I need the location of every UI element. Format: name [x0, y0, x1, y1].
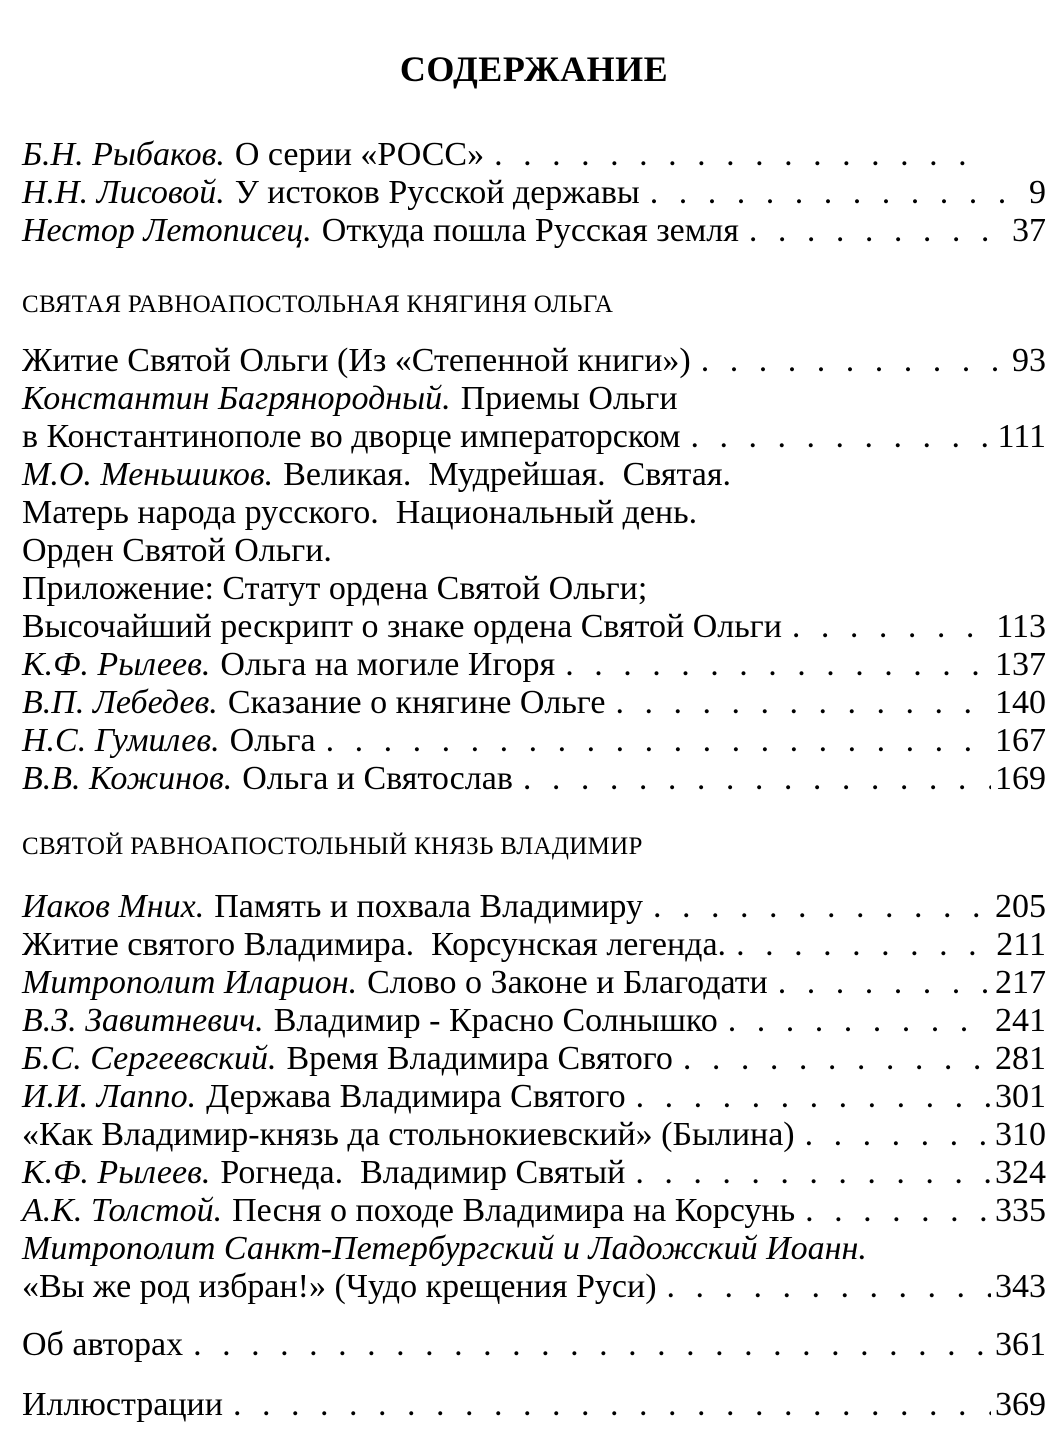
- dot-leader: [805, 1192, 991, 1230]
- entry-title: Песня о походе Владимира на Корсунь: [232, 1192, 796, 1229]
- entry-author: Б.Н. Рыбаков.: [22, 136, 225, 173]
- toc-entry: [22, 1078, 1046, 1116]
- dot-leader: [728, 1002, 991, 1040]
- toc-entry: [22, 1116, 1046, 1154]
- toc-entry: [22, 1040, 1046, 1078]
- toc-entry: [22, 926, 1046, 964]
- entry-title: Высочайший рескрипт о знаке ордена Святой Ольги: [22, 608, 782, 645]
- entry-title: Слово о Законе и Благодати: [367, 964, 768, 1001]
- dot-leader: [792, 608, 992, 646]
- toc-entry: [22, 1192, 1046, 1230]
- toc-entry: [22, 1230, 1046, 1268]
- entry-page: 369: [995, 1386, 1046, 1423]
- entry-author: Иаков Мних.: [22, 888, 205, 925]
- dot-leader: [494, 136, 986, 174]
- toc-entry: [22, 212, 1046, 250]
- entry-author: Константин Багрянородный.: [22, 380, 451, 417]
- toc-entry: [22, 964, 1046, 1002]
- entry-page: 37: [1012, 212, 1046, 249]
- entry-title: «Вы же род избран!» (Чудо крещения Руси): [22, 1268, 657, 1305]
- page-title: СОДЕРЖАНИЕ: [399, 49, 669, 89]
- entry-page: 343: [995, 1268, 1046, 1305]
- entry-author: Митрополит Санкт-Петербургский и Ладожский Иоанн.: [22, 1230, 867, 1267]
- entry-author: Н.С. Гумилев.: [22, 722, 220, 759]
- entry-title: Великая. Мудрейшая. Святая.: [283, 456, 732, 493]
- entry-page: 217: [995, 964, 1046, 1001]
- dot-leader: [523, 760, 991, 798]
- entry-title: Ольга и Святослав: [242, 760, 513, 797]
- entry-page: 241: [995, 1002, 1046, 1039]
- dot-leader: [636, 1078, 991, 1116]
- dot-leader: [650, 174, 1025, 212]
- toc-entry: [22, 342, 1046, 380]
- entry-page: 167: [995, 722, 1046, 759]
- dot-leader: [635, 1154, 991, 1192]
- entry-title: У истоков Русской державы: [234, 174, 640, 211]
- entry-title: Время Владимира Святого: [286, 1040, 673, 1077]
- toc-entry: [22, 1154, 1046, 1192]
- entry-page: 137: [995, 646, 1046, 683]
- entry-title: Рогнеда. Владимир Святый: [220, 1154, 626, 1191]
- entry-title: Иллюстрации: [22, 1386, 223, 1423]
- entry-title: Приемы Ольги: [460, 380, 678, 417]
- entry-page: 93: [1012, 342, 1046, 379]
- entry-title: Приложение: Статут ордена Святой Ольги;: [22, 570, 648, 607]
- entry-title: О серии «РОСС»: [234, 136, 485, 173]
- entry-page: 9: [1029, 174, 1046, 211]
- entry-title: Ольга на могиле Игоря: [220, 646, 556, 683]
- entry-author: В.В. Кожинов.: [22, 760, 233, 797]
- entry-page: 211: [996, 926, 1046, 963]
- dot-leader: [701, 342, 1008, 380]
- dot-leader: [691, 418, 994, 456]
- entry-page: 335: [995, 1192, 1046, 1229]
- entry-page: 310: [995, 1116, 1046, 1153]
- entry-author: А.К. Толстой.: [22, 1192, 223, 1229]
- entry-author: М.О. Меньшиков.: [22, 456, 274, 493]
- entry-title: Сказание о княгине Ольге: [227, 684, 606, 721]
- entry-page: 361: [995, 1326, 1046, 1363]
- entry-page: 324: [995, 1154, 1046, 1191]
- toc-entry: [22, 1268, 1046, 1306]
- entry-author: Б.С. Сергеевский.: [22, 1040, 277, 1077]
- dot-leader: [565, 646, 991, 684]
- toc-entry: [22, 646, 1046, 684]
- entry-author: Нестор Летописец.: [22, 212, 312, 249]
- dot-leader: [653, 888, 991, 926]
- toc-entry: [22, 494, 1046, 532]
- entry-title: Ольга: [229, 722, 316, 759]
- toc-entry: [22, 532, 1046, 570]
- dot-leader: [193, 1326, 991, 1364]
- section-heading: СВЯТОЙ РАВНОАПОСТОЛЬНЫЙ КНЯЗЬ ВЛАДИМИР: [22, 833, 643, 860]
- toc-entry: [22, 380, 1046, 418]
- dot-leader: [615, 684, 991, 722]
- toc-entry: [22, 608, 1046, 646]
- entry-author: В.П. Лебедев.: [22, 684, 218, 721]
- entry-page: 205: [995, 888, 1046, 925]
- entry-page: 111: [997, 418, 1046, 455]
- dot-leader: [749, 212, 1008, 250]
- dot-leader: [326, 722, 991, 760]
- toc-entry: [22, 456, 1046, 494]
- entry-author: И.И. Лаппо.: [22, 1078, 197, 1115]
- entry-page: 301: [995, 1078, 1046, 1115]
- entry-author: Митрополит Иларион.: [22, 964, 358, 1001]
- toc-entry: [22, 1002, 1046, 1040]
- entry-page: 281: [995, 1040, 1046, 1077]
- toc-entry: [22, 136, 1046, 174]
- entry-title: Откуда пошла Русская земля: [321, 212, 739, 249]
- entry-author: К.Ф. Рылеев.: [22, 1154, 211, 1191]
- toc-entry: [22, 418, 1046, 456]
- entry-title: Житие Святой Ольги (Из «Степенной книги»): [22, 342, 691, 379]
- toc-entry: [22, 684, 1046, 722]
- entry-title: Владимир - Красно Солнышко: [273, 1002, 718, 1039]
- dot-leader: [736, 926, 992, 964]
- dot-leader: [683, 1040, 991, 1078]
- entry-page: 169: [995, 760, 1046, 797]
- entry-title: Память и похвала Владимиру: [214, 888, 643, 925]
- entry-author: В.З. Завитневич.: [22, 1002, 264, 1039]
- entry-author: Н.Н. Лисовой.: [22, 174, 225, 211]
- toc-entry: [22, 888, 1046, 926]
- toc-entry: [22, 570, 1046, 608]
- entry-author: К.Ф. Рылеев.: [22, 646, 211, 683]
- entry-page: 140: [995, 684, 1046, 721]
- toc-entry-illustrations: [22, 1386, 1046, 1424]
- entry-title: Матерь народа русского. Национальный день.: [22, 494, 698, 531]
- entry-title: Орден Святой Ольги.: [22, 532, 332, 569]
- toc-entry-about: [22, 1326, 1046, 1364]
- dot-leader: [805, 1116, 991, 1154]
- toc-entry: [22, 174, 1046, 212]
- entry-title: Житие святого Владимира. Корсунская легенда.: [22, 926, 727, 963]
- entry-title: Об авторах: [22, 1326, 184, 1363]
- section-heading: СВЯТАЯ РАВНОАПОСТОЛЬНАЯ КНЯГИНЯ ОЛЬГА: [22, 291, 614, 318]
- entry-title: в Константинополе во дворце императорском: [22, 418, 681, 455]
- entry-title: Держава Владимира Святого: [206, 1078, 626, 1115]
- toc-entry: [22, 722, 1046, 760]
- dot-leader: [778, 964, 991, 1002]
- dot-leader: [233, 1386, 991, 1424]
- entry-page: 113: [996, 608, 1046, 645]
- toc-entry: [22, 760, 1046, 798]
- dot-leader: [667, 1268, 991, 1306]
- entry-title: «Как Владимир-князь да стольнокиевский» (Былина): [22, 1116, 795, 1153]
